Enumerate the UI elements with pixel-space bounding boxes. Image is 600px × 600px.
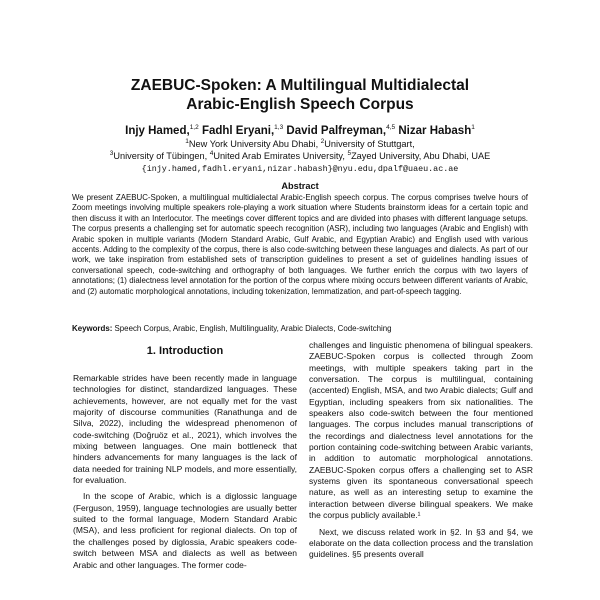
keywords-label: Keywords: [72, 324, 113, 333]
body-paragraph: In the scope of Arabic, which is a diglossic language (Ferguson, 1959), language technologies are usually better suited to the formal language, Modern Standard Arabic (MSA), and less proficient for regional dialects. On top of the challenges posed by diglossia, Arabic speakers code-switch between MSA and dialects as well as between Arabic and other languages. The former code- [73, 491, 297, 570]
left-column [73, 340, 297, 576]
affiliations-line-2: $^3$University of Tübingen, $^4$United Arab Emirates University, $^5$Zayed University, Abu Dhabi, UAE [109, 149, 491, 161]
keywords [72, 324, 528, 334]
section-heading: 1. Introduction [146, 345, 224, 357]
paper-title [0, 76, 600, 114]
author: David Palfreyman,$^{4,5}$ [286, 124, 396, 137]
body-paragraph: Next, we discuss related work in §2. In §3 and §4, we elaborate on the data collection process and the translation guidelines. §5 presents overall [309, 526, 533, 560]
body-paragraph: challenges and linguistic phenomena of bilingual speakers. ZAEBUC-Spoken corpus is collected through Zoom meetings, with multiple speakers taking part in the conversation. The corpus is multilingual, containing (accented) English, MSA, and two Arabic dialects; Gulf and Egyptian, including speakers from six nationalities. The speakers also code-switch between the four mentioned languages. The corpus includes manual transcriptions of the recordings and dialectness level annotations for the portion containing code-switching between Arabic variants, in addition to automatic morphological annotations. ZAEBUC-Spoken corpus offers a challenging set to ASR systems given its spontaneous conversational speech nature, as well as an interesting setup to examine the interaction between diverse bilingual speakers. We make the corpus publicly available.¹ [309, 340, 533, 521]
author: Fadhl Eryani,$^{1,3}$ [201, 124, 284, 137]
author: Injy Hamed,$^{1,2}$ [125, 124, 199, 137]
abstract-heading: Abstract [281, 181, 319, 191]
title-line-2: Arabic-English Speech Corpus [186, 96, 414, 113]
right-column [309, 340, 533, 566]
keywords-list: Speech Corpus, Arabic, English, Multilinguality, Arabic Dialects, Code-switching [112, 324, 392, 333]
title-line-1: ZAEBUC-Spoken: A Multilingual Multidialectal [130, 77, 470, 94]
author: Nizar Habash$^1$ [398, 124, 475, 137]
author-emails: {injy.hamed,fadhl.eryani,nizar.habash}@nyu.edu,dpalf@uaeu.ac.ae [141, 164, 459, 174]
affiliations-line-1: $^1$New York University Abu Dhabi, $^2$University of Stuttgart, [185, 137, 415, 149]
abstract-text: We present ZAEBUC-Spoken, a multilingual multidialectal Arabic-English speech corpus. The corpus comprises twelve hours of Zoom meetings involving multiple speakers role-playing a work situation where Students brainstorm ideas for a certain topic and then discuss it with an Interlocutor. The meetings cover different topics and are divided into phases with different language setups. The corpus presents a challenging set for automatic speech recognition (ASR), including two languages (Arabic and English) with Arabic spoken in multiple variants (Modern Standard Arabic, Gulf Arabic, and Egyptian Arabic) and English used with various accents. Adding to the complexity of the corpus, there is also code-switching between these languages and dialects. As part of our work, we take inspiration from established sets of transcription guidelines to present a set of guidelines handling issues of conversational speech, code-switching and orthography of both languages. We further enrich the corpus with two layers of annotations; (1) dialectness level annotation for the portion of the corpus where mixing occurs between different variants of Arabic, and (2) automatic morphological annotations, including tokenization, lemmatization, and part-of-speech tagging. [72, 193, 528, 296]
body-paragraph: Remarkable strides have been recently made in language technologies for distinct, standardized languages. These achievements, however, are not equally met for the vast majority of discourse communities (Ranathunga and de Silva, 2022), including the widespread phenomenon of code-switching (Doğruöz et al., 2021), which involves the mixing between languages. One main bottleneck that hinders advancements for many languages is the lack of data needed for training NLP models, and more essentially, for evaluation. [73, 373, 297, 486]
author-list [0, 124, 600, 138]
